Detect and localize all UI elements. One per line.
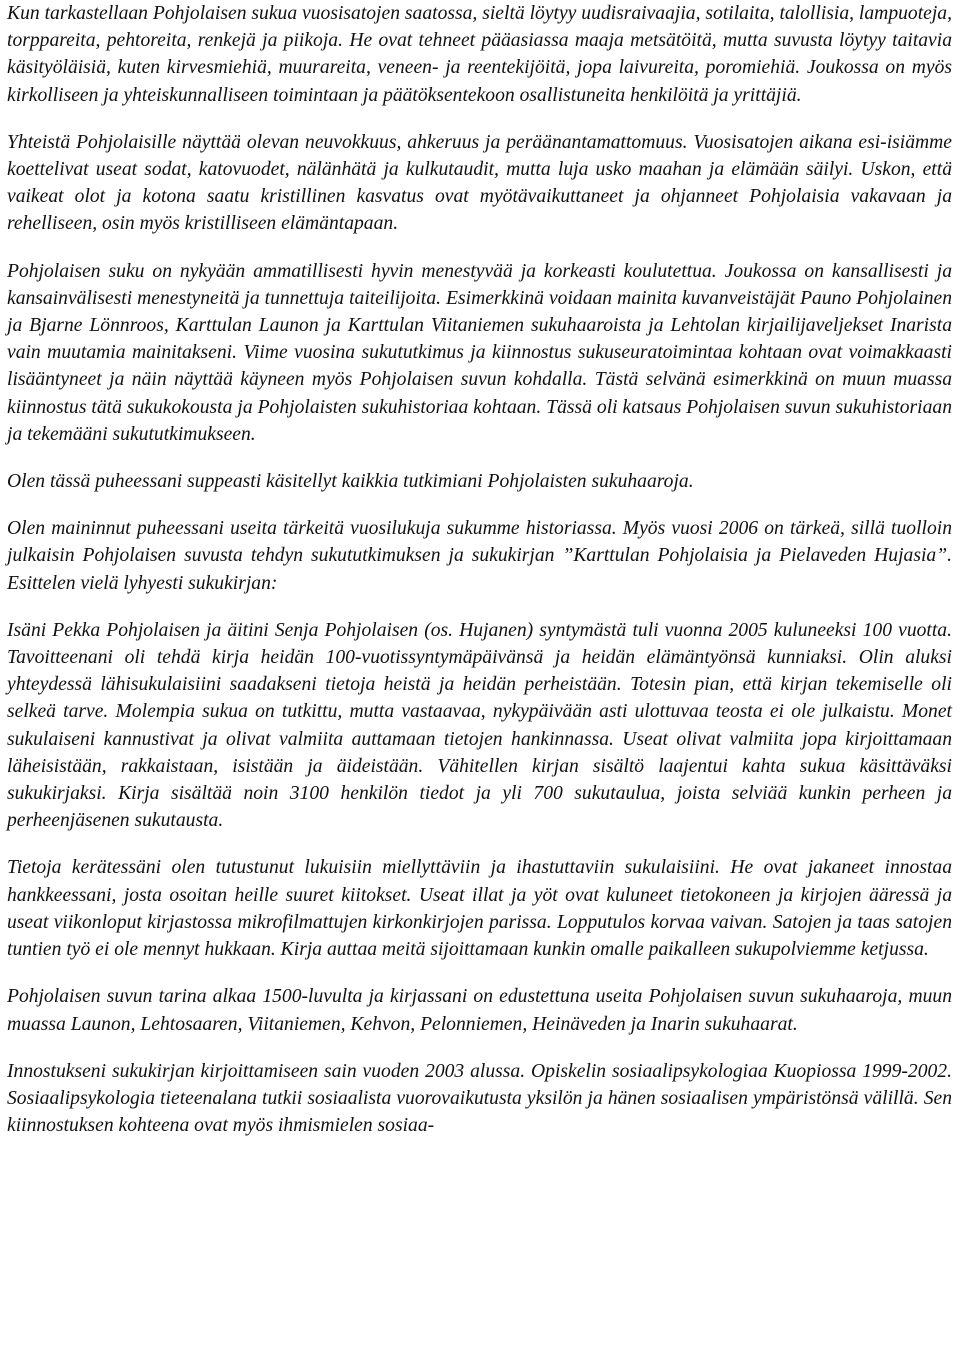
paragraph-2: Yhteistä Pohjolaisille näyttää olevan neuvokkuus, ahkeruus ja peräänantamattomuus. Vuosisatojen aikana esi-isiämme koettelivat useat sodat, katovuodet, nälänhätä ja kulkutaudit, mutta luja usko maahan ja elämään säilyi. Uskon, että vaikeat olot ja kotona saatu kristillinen kasvatus ovat myötävaikuttaneet ja ohjanneet Pohjolaisia vakavaan ja rehelliseen, osin myös kristilliseen elämäntapaan. bbox=[7, 131, 952, 235]
paragraph-6: Isäni Pekka Pohjolaisen ja äitini Senja Pohjolaisen (os. Hujanen) syntymästä tuli vuonna 2005 kuluneeksi 100 vuotta. Tavoitteenani oli tehdä kirja heidän 100-vuotissyntymäpäivänsä ja heidän elämäntyönsä kunniaksi. Olin aluksi yhteydessä lähisukulaisiini saadakseni tietoja heistä ja heidän perheistään. Totesin pian, että kirjan tekemiselle oli selkeä tarve. Molempia sukua on tutkittu, mutta vastaavaa, nykypäivään asti ulottuvaa teosta ei ole julkaistu. Monet sukulaiseni kannustivat ja olivat valmiita auttamaan tietojen hankinnassa. Useat olivat valmiita jopa kirjoittamaan läheisistään, rakkaistaan, isistään ja äideistään. Vähitellen kirjan sisältö laajentui kahta sukua käsittäväksi sukukirjaksi. Kirja sisältää noin 3100 henkilön tiedot ja yli 700 sukutaulua, joista selviää kunkin perheen ja perheenjäsenen sukutausta. bbox=[7, 619, 952, 832]
paragraph-1: Kun tarkastellaan Pohjolaisen sukua vuosisatojen saatossa, sieltä löytyy uudisraivaajia, sotilaita, talollisia, lampuoteja, torppareita, pehtoreita, renkejä ja piikoja. He ovat tehneet pääasiassa maaja metsätöitä, mutta suvusta löytyy taitavia käsityöläisiä, kuten kirvesmiehiä, muurareita, veneen- ja reentekijöitä, jopa laivureita, poromiehiä. Joukossa on myös kirkolliseen ja yhteiskunnalliseen toimintaan ja päätöksentekoon osallistuneita henkilöitä ja yrittäjiä. bbox=[7, 3, 952, 106]
paragraph-5: Olen maininnut puheessani useita tärkeitä vuosilukuja sukumme historiassa. Myös vuosi 2006 on tärkeä, sillä tuolloin julkaisin Pohjolaisen suvusta tehdyn sukututkimuksen ja sukukirjan ”Karttulan Pohjolaisia ja Pielaveden Hujasia”. Esittelen vielä lyhyesti sukukirjan: bbox=[7, 518, 952, 594]
paragraph-8: Pohjolaisen suvun tarina alkaa 1500-luvulta ja kirjassani on edustettuna useita Pohjolaisen suvun sukuhaaroja, muun muassa Launon, Lehtosaaren, Viitaniemen, Kehvon, Pelonniemen, Heinäveden ja Inarin sukuhaarat. bbox=[7, 986, 952, 1035]
paragraph-3: Pohjolaisen suku on nykyään ammatillisesti hyvin menestyvää ja korkeasti koulutettua. Joukossa on kansallisesti ja kansainvälisesti menestyneitä ja tunnettuja taiteilijoita. Esimerkkinä voidaan mainita kuvanveistäjät Pauno Pohjolainen ja Bjarne Lönnroos, Karttulan Launon ja Karttulan Viitaniemen sukuhaaroista ja Lehtolan kirjailijaveljekset Inarista vain muutamia mainitakseni. Viime vuosina sukututkimus ja kiinnostus sukuseuratoimintaa kohtaan ovat voimakkaasti lisääntyneet ja näin näyttää käyneen myös Pohjolaisen suvun kohdalla. Tästä selvänä esimerkkinä on muun muassa kiinnostus tätä sukukokousta ja Pohjolaisten sukuhistoriaa kohtaan. Tässä oli katsaus Pohjolaisen suvun sukuhistoriaan ja tekemääni sukututkimukseen. bbox=[7, 260, 952, 445]
paragraph-9: Innostukseni sukukirjan kirjoittamiseen sain vuoden 2003 alussa. Opiskelin sosiaalipsykologiaa Kuopiossa 1999-2002. Sosiaalipsykologia tieteenalana tutkii sosiaalista vuorovaikutusta yksilön ja hänen sosiaalisen ympäristönsä välillä. Sen kiinnostuksen kohteena ovat myös ihmismielen sosiaa- bbox=[7, 1060, 952, 1137]
paragraph-4: Olen tässä puheessani suppeasti käsitellyt kaikkia tutkimiani Pohjolaisten sukuhaaroja. bbox=[7, 471, 694, 493]
paragraph-7: Tietoja kerätessäni olen tutustunut lukuisiin miellyttäviin ja ihastuttaviin sukulaisiini. He ovat jakaneet innostaa hankkeessani, josta osoitan heille suuret kiitokset. Useat illat ja yöt ovat kuluneet tietokoneen ja kirjojen ääressä ja useat viikonloput kirjastossa mikrofilmattujen kirkonkirjojen parissa. Lopputulos korvaa vaivan. Satojen ja taas satojen tuntien työ ei ole mennyt hukkaan. Kirja auttaa meitä sijoittamaan kunkin omalle paikalleen sukupolviemme ketjussa. bbox=[7, 857, 952, 961]
